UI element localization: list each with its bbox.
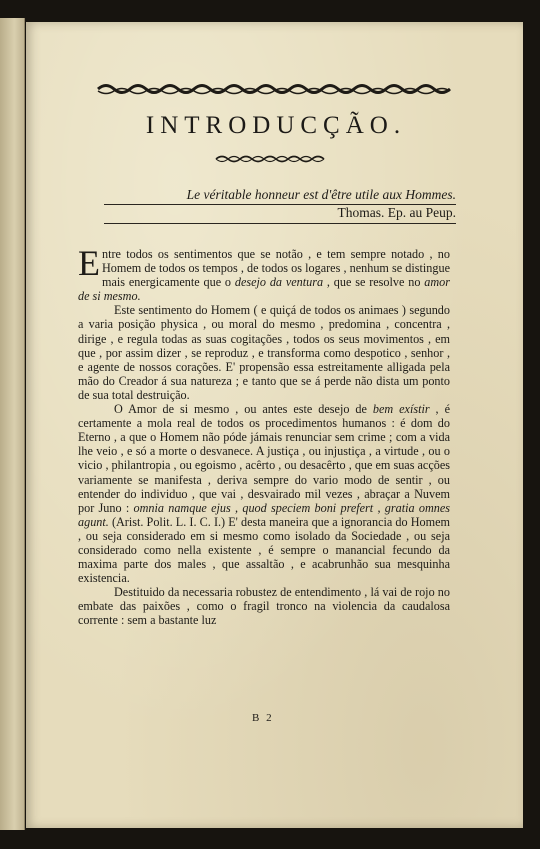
drop-cap: E [78,243,100,283]
paragraph-2: Este sentimento do Homem ( e quiçá de todos os animaes ) segundo a varia posição physica , ou moral do mesmo , predomina , concentra , dirige , e regula todas as suas cogitações , todos os seus movimentos , em que , por assim dizer , se reproduz , e transforma como despotico , senhor , e agente de nossos corações. E' propensão essa estreitamente alligada pela mão do Creador á sua natureza ; e tanto que se á perde não dista um ponto de sua total destruição. [78,303,450,402]
paragraph-1: Entre todos os sentimentos que se notão , e tem sempre notado , no Homem de todos os tempos , de todos os logares , nenhum se distingue mais energicamente que o desejo da ventura , que se resolve no amor de si mesmo. [78,243,450,304]
paragraph-4: Destituido da necessaria robustez de entendimento , lá vai de rojo no embate das paixões , como o fragil tronco na violencia da caudalosa corrente : sem a bastante luz [78,585,450,628]
chapter-title: INTRODUCÇÃO. [145,112,407,139]
body-text [78,243,451,628]
top-ornament-rule [96,82,452,96]
paragraph-3: O Amor de si mesmo , ou antes este desejo de bem exístir , é certamente a mola real de todos os procedimentos humanos : é dom do Eterno , a que o Homem não póde jámais renunciar sem crime ; com a vida lhe veio , e só a morte o desvanece. A justiça , ou injustiça , a virtude , ou o vicio , philantropia , ou egoismo , acêrto , ou desacêrto , que em suas acções variamente se manifesta , deriva sempre do vario modo de sentir , ou entender do individuo , que vai , desvairado mil vezes , abraçar a Nuvem por Juno : omnia namque ejus , quod speciem boni prefert , gratia omnes agunt. (Arist. Polit. L. I. C. I.) E' desta maneira que a ignorancia do Homem , ou seja considerado em si mesmo como isolado da Sociedade , ou seja considerado como nella existente , é sempre o manancial fecundo da maxima parte dos males , que assaltão , e acabrunhão sua mesquinha existencia. [78,402,451,586]
signature-mark: B 2 [252,712,274,724]
epigraph: Le véritable honneur est d'être utile aux Hommes. [104,187,456,205]
small-ornament-rule [214,154,328,164]
epigraph-source: Thomas. Ep. au Peup. [104,205,456,224]
